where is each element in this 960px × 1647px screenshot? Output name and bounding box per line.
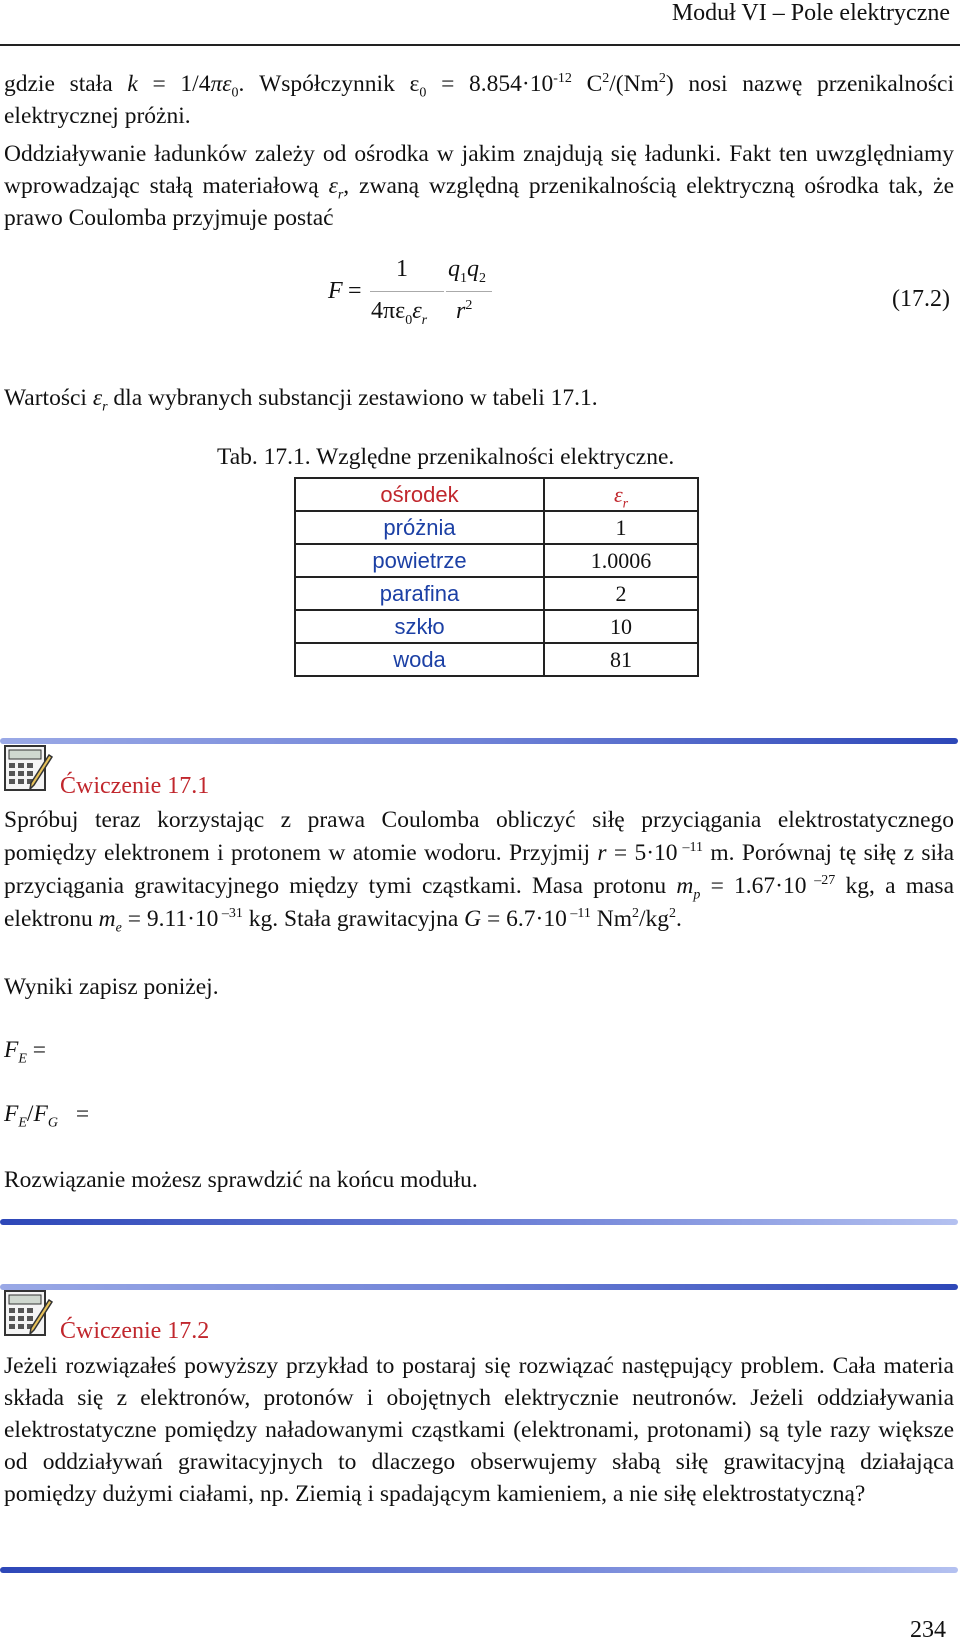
medium-cell: próżnia <box>295 511 544 544</box>
exercise-bottom-rule <box>0 1219 958 1225</box>
exercise-title: Ćwiczenie 17.2 <box>60 1318 210 1344</box>
calculator-pencil-icon <box>4 745 54 793</box>
exercise-body: Spróbuj teraz korzystając z prawa Coulomba obliczyć siłę przyciągania elektrostatycznego pomiędzy elektronem i protonem w atomie wodoru. Przyjmij r = 5·10 $^{-11}$ m. Porównaj tę siłę z siła przyciągania grawitacyjnego między tymi cząstkami. Masa protonu $m_p = 1.67\cdot 10$ $^{-27}$ kg, a masa elektronu $m_e = 9.11\cdot 10$ $^{-31}$ kg. Stała grawitacyjna G = 6.7·10 $^{-11}$ $Nm^2/kg^2$. <box>4 807 955 936</box>
ratio-answer-line[interactable]: $F_E/F_G$ = <box>4 1101 90 1131</box>
exercise-title: Ćwiczenie 17.1 <box>60 773 210 799</box>
value-cell: 1 <box>544 511 698 544</box>
exercise-top-rule <box>0 738 958 744</box>
fraction-bar-1 <box>370 291 444 292</box>
equation-number: (17.2) <box>892 286 950 312</box>
solution-note: Rozwiązanie możesz sprawdzić na końcu modułu. <box>4 1167 478 1193</box>
exercise-bottom-rule <box>0 1567 958 1573</box>
value-cell: 2 <box>544 577 698 610</box>
coulomb-medium-paragraph: Oddziaływanie ładunków zależy od ośrodka w jakim znajdują się ładunki. Fakt ten uwzględniamy wprowadzając stałą materiałową $\varepsilon_r$, zwaną względną przenikalnością elektryczną ośrodka tak, że prawo Coulomba przyjmuje postać <box>4 141 954 231</box>
coulomb-formula: F = 1 $4\pi\varepsilon_0\varepsilon_r$ $q_1q_2$ $r^2$ <box>328 262 528 342</box>
exercise-body: Jeżeli rozwiązałeś powyższy przykład to postaraj się rozwiązać następujący problem. Cała materia składa się z elektronów, protonów i obojętnych elektrycznie neutronów. Jeżeli oddziaływania elektrostatyczne pomiędzy naładowanymi cząstkami (elektronami, protonami) są tyle razy większe od oddziaływań grawitacyjnych to dlaczego obserwujemy słabą siłę grawitacyjną działająca pomiędzy dużymi ciałami, np. Ziemią i spadającym kamieniem, a nie siłę elektrostatyczną? <box>4 1353 954 1507</box>
header-eps: $\varepsilon_r$ <box>544 478 698 511</box>
table-caption: Tab. 17.1. Względne przenikalności elektryczne. <box>217 444 675 470</box>
page-header: Moduł VI – Pole elektryczne <box>671 0 950 26</box>
table-row <box>295 643 698 676</box>
value-cell: 1.0006 <box>544 544 698 577</box>
medium-cell: parafina <box>295 577 544 610</box>
value-cell: 81 <box>544 643 698 676</box>
exercise-top-rule <box>0 1284 958 1290</box>
table-row <box>295 544 698 577</box>
results-instruction: Wyniki zapisz poniżej. <box>4 974 219 1000</box>
value-cell: 10 <box>544 610 698 643</box>
table-header-row <box>295 478 698 511</box>
table-row <box>295 610 698 643</box>
medium-cell: szkło <box>295 610 544 643</box>
permittivity-table <box>294 477 699 677</box>
fraction-bar-2 <box>446 291 492 292</box>
intro-paragraph: gdzie stała $k = 1/4\pi\varepsilon_0$. Współczynnik $\varepsilon_0 = 8.854\cdot 10^{-12}$ $C^2/(Nm^2)$ nosi nazwę przenikalności elektrycznej próżni. <box>4 71 954 129</box>
table-intro-paragraph: Wartości $\varepsilon_r$ dla wybranych substancji zestawiono w tabeli 17.1. <box>4 385 598 415</box>
calculator-pencil-icon <box>4 1290 54 1338</box>
header-rule <box>0 44 960 46</box>
table-row <box>295 577 698 610</box>
medium-cell: powietrze <box>295 544 544 577</box>
table-row <box>295 511 698 544</box>
header-medium: ośrodek <box>295 478 544 511</box>
page-number: 234 <box>910 1617 946 1643</box>
fe-answer-line[interactable]: $F_E$ = <box>4 1037 47 1067</box>
medium-cell: woda <box>295 643 544 676</box>
